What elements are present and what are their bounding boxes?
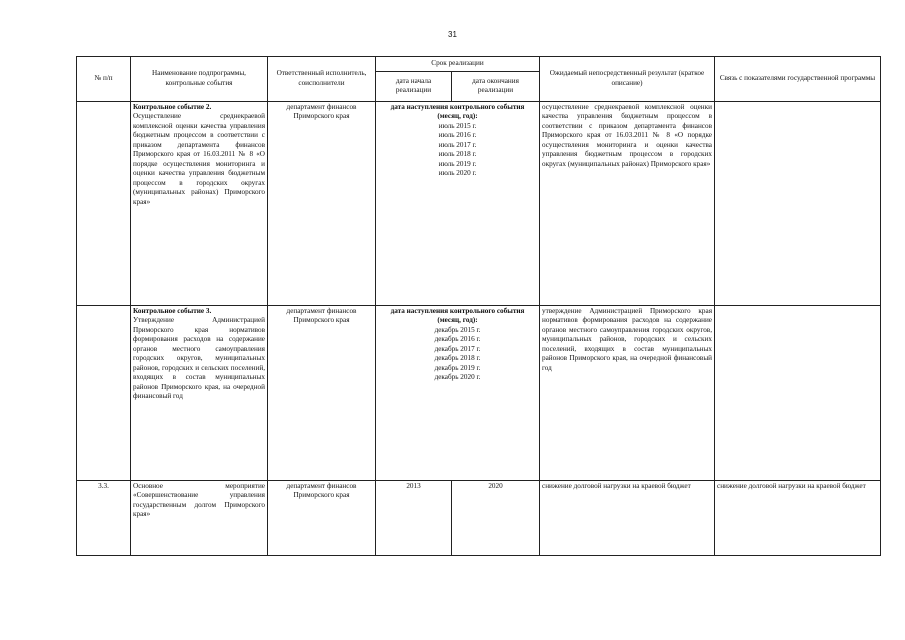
responsible-cell: департамент финансов Приморского края	[268, 305, 376, 480]
link-cell: снижение долговой нагрузки на краевой бюджет	[715, 480, 881, 555]
header-responsible: Ответственный исполнитель, соисполнители	[268, 57, 376, 102]
date-item: декабрь 2017 г.	[434, 344, 481, 353]
date-item: декабрь 2015 г.	[434, 325, 481, 334]
end-year-cell: 2020	[452, 480, 540, 555]
result-cell: осуществление среднекраевой комплексной оценки качества управления бюджетным процессом в соответствии с приказом департамента финансов Приморского края от 16.03.2011 № 8 «О порядке осуществления мониторинга и оценки качества управления бюджетным процессом в городских округах (муниципальных районах) Приморского края»	[540, 101, 715, 305]
date-item: июль 2020 г.	[438, 169, 477, 177]
header-name: Наименование подпрограммы, контрольные события	[131, 57, 268, 102]
table-row	[77, 480, 881, 555]
date-item: декабрь 2018 г.	[434, 354, 481, 363]
date-item: июль 2015 г.	[438, 121, 477, 130]
row-number	[77, 305, 131, 480]
header-result: Ожидаемый непосредственный результат (краткое описание)	[540, 57, 715, 102]
event-text: Осуществление среднекраевой комплексной оценки качества управления бюджетным процессом в соответствии с приказом департамента финансов Приморского края от 16.03.2011 № 8 «О порядке осуществления мониторинга и оценки качества управления бюджетным процессом в городских округах (муниципальных районах) Приморского края»	[133, 112, 265, 206]
table-row	[77, 101, 881, 305]
event-description	[131, 305, 268, 480]
event-title: Контрольное событие 3.	[133, 306, 212, 315]
start-year-cell: 2013	[376, 480, 452, 555]
row-number	[77, 101, 131, 305]
link-cell	[715, 305, 881, 480]
date-title: дата наступления контрольного события (месяц, год):	[390, 306, 525, 325]
header-start: дата начала реализации	[376, 71, 452, 101]
header-num: № п/п	[77, 57, 131, 102]
responsible-cell: департамент финансов Приморского края	[268, 480, 376, 555]
responsible-cell: департамент финансов Приморского края	[268, 101, 376, 305]
program-table	[76, 56, 881, 556]
date-title: дата наступления контрольного события (месяц, год):	[390, 102, 525, 120]
dates-cell	[376, 305, 540, 480]
date-item: июль 2018 г.	[438, 150, 477, 158]
result-cell: снижение долговой нагрузки на краевой бюджет	[540, 480, 715, 555]
date-item: декабрь 2020 г.	[434, 373, 481, 382]
date-item: декабрь 2016 г.	[434, 335, 481, 344]
header-link: Связь с показателями государственной программы	[715, 57, 881, 102]
event-description: Основное мероприятие «Совершенствование управления государственным долгом Приморского края»	[131, 480, 268, 555]
header-period: Срок реализации	[376, 57, 540, 72]
event-description	[131, 101, 268, 305]
event-title: Контрольное событие 2.	[133, 102, 212, 111]
date-item: декабрь 2019 г.	[434, 363, 481, 372]
table-row	[77, 305, 881, 480]
date-item: июль 2017 г.	[438, 140, 477, 149]
date-item: июль 2019 г.	[438, 159, 477, 168]
row-number: 3.3.	[77, 480, 131, 555]
page-number: 31	[448, 30, 457, 39]
link-cell	[715, 101, 881, 305]
dates-cell	[376, 101, 540, 305]
date-item: июль 2016 г.	[438, 131, 477, 139]
result-cell: утверждение Администрацией Приморского края нормативов формирования расходов на содержание органов местного самоуправления городских округов, муниципальных районов, городских и сельских поселений, входящих в состав муниципальных районов Приморского края, на очередной финансовый год	[540, 305, 715, 480]
header-end: дата окончания реализации	[452, 71, 540, 101]
event-text: Утверждение Администрацией Приморского края нормативов формирования расходов на содержание органов местного самоуправления городских округов, муниципальных районов, городских и сельских поселений, входящих в состав муниципальных районов Приморского края, на очередной финансовый год	[133, 316, 265, 401]
